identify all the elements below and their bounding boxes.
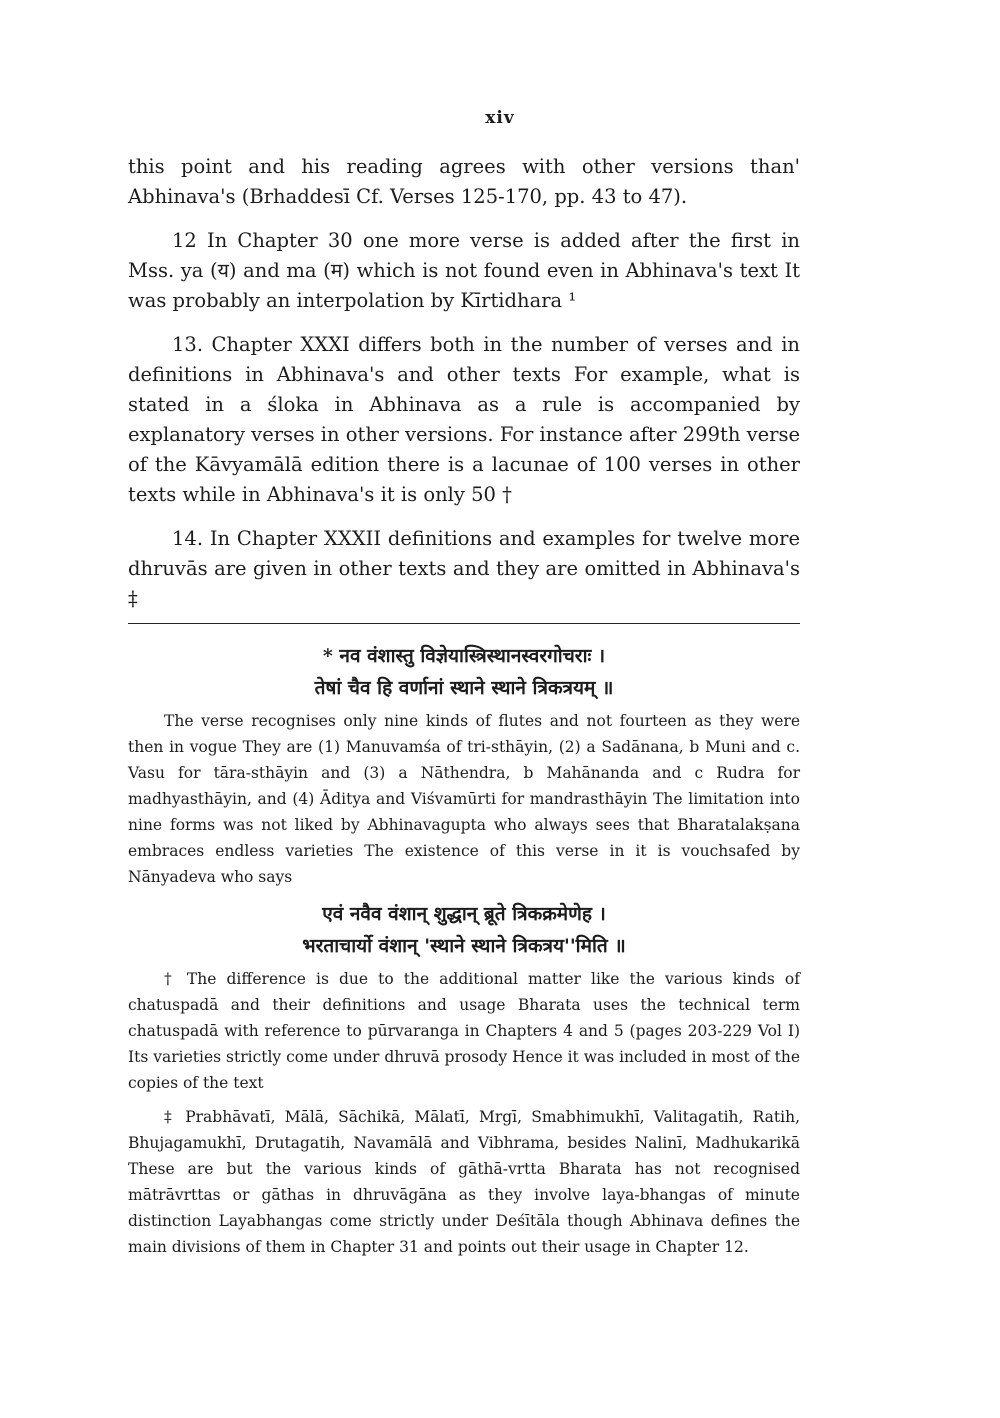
page-folio: xiv [485, 108, 515, 128]
main-text [128, 152, 800, 628]
footnote-difference: † The difference is due to the additional matter like the various kinds of chatuspadā and their definitions and usage Bharata uses the technical term chatuspadā with reference to pūrvaranga in Chapters 4 and 5 (pages 203-229 Vol I) Its varieties strictly come under dhruvā prosody Hence it was included in most of the copies of the text [128, 970, 800, 1092]
paragraph-14: 14. In Chapter XXXII definitions and examples for twelve more dhruvās are given in other texts and they are omitted in Abhinava's ‡ [128, 527, 800, 610]
footnotes [128, 640, 800, 1268]
sanskrit-verse-2-line-2: भरताचार्यो वंशान् 'स्थाने स्थाने त्रिकत्रय''मिति ॥ [302, 935, 626, 957]
footnote-divider [128, 623, 800, 624]
footnote-double-dagger: ‡ Prabhāvatī, Mālā, Sāchikā, Mālatī, Mrgī, Smabhimukhī, Valitagatih, Ratih, Bhujagamukhī, Drutagatih, Navamālā and Vibhrama, besides Nalinī, Madhukarikā These are but the various kinds of gāthā-vrtta Bharata has not recognised mātrāvrttas or gāthas in dhruvāgāna as they involve laya-bhangas of minute distinction Layabhangas come strictly under Deśītāla though Abhinava defines the main divisions of them in Chapter 31 and points out their usage in Chapter 12. [128, 1108, 800, 1256]
sanskrit-verse-2-line-1: एवं नवैव वंशान् शुद्धान् ब्रूते त्रिकक्रमेणेह । [322, 903, 606, 925]
paragraph-12: 12 In Chapter 30 one more verse is added after the first in Mss. ya (य) and ma (म) which is not found even in Abhinava's text It was probably an interpolation by Kīrtidhara ¹ [128, 229, 800, 312]
footnote-dagger-text: The verse recognises only nine kinds of flutes and not fourteen as they were then in vogue They are (1) Manuvamśa of tri-sthāyin, (2) a Sadānana, b Muni and c. Vasu for tāra-sthāyin and (3) a Nāthendra, b Mahānanda and c Rudra for madhyasthāyin, and (4) Āditya and Viśvamūrti for mandrasthāyin The limitation into nine forms was not liked by Abhinavagupta who always sees that Bharatalakṣana embraces endless varieties The existence of this verse in it is vouchsafed by Nānyadeva who says [128, 712, 800, 886]
sanskrit-verse-1-line-1: * नव वंशास्तु विज्ञेयास्त्रिस्थानस्वरगोचराः । [322, 645, 606, 667]
paragraph-continuation: this point and his reading agrees with other versions than' Abhinava's (Brhaddesī Cf. Verses 125-170, pp. 43 to 47). [128, 155, 800, 208]
paragraph-13: 13. Chapter XXXI differs both in the number of verses and in definitions in Abhinava's and other texts For example, what is stated in a śloka in Abhinava as a rule is accompanied by explanatory verses in other versions. For instance after 299th verse of the Kāvyamālā edition there is a lacunae of 100 verses in other texts while in Abhinava's it is only 50 † [128, 333, 801, 506]
sanskrit-verse-1-line-2: तेषां चैव हि वर्णानां स्थाने स्थाने त्रिकत्रयम् ॥ [314, 677, 614, 699]
